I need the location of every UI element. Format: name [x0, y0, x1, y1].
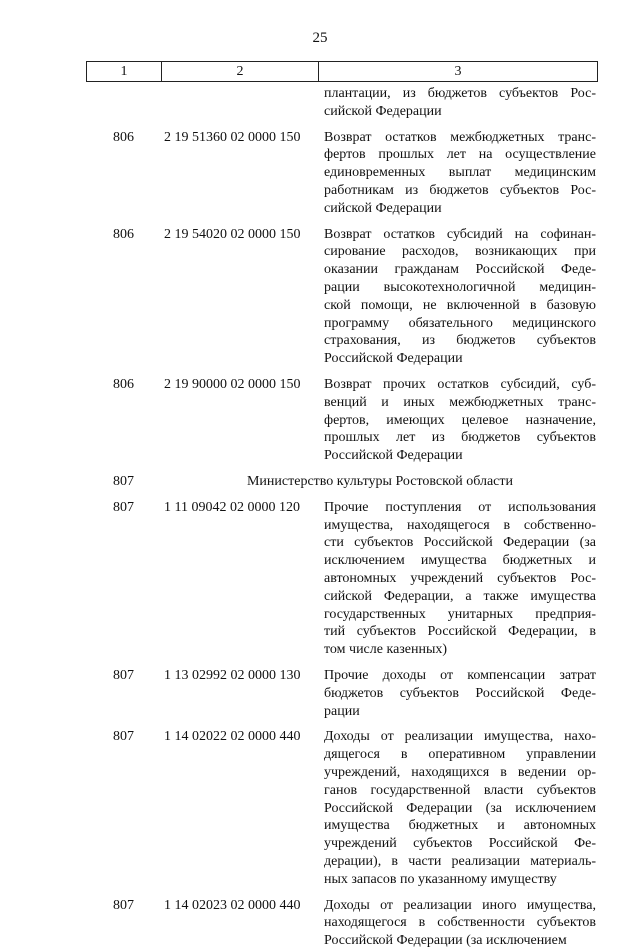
description-line: фертов прошлых лет на осуществление — [324, 147, 596, 163]
admin-code: 807 — [113, 897, 134, 913]
description-line: Прочие доходы от компенсации затрат — [324, 668, 596, 683]
description-line: государственных унитарных предприя- — [324, 606, 596, 622]
description-line: находящегося в собственности субъектов — [324, 915, 596, 931]
budget-classification-code: 2 19 54020 02 0000 150 — [164, 226, 301, 242]
budget-classification-code: 1 14 02023 02 0000 440 — [164, 897, 301, 913]
description-line: Доходы от реализации имущества, нахо- — [324, 729, 596, 745]
description-line: сирование расходов, возникающих при — [324, 244, 596, 260]
revenue-description — [324, 728, 596, 888]
description-line: Российской Федерации — [324, 448, 463, 464]
header-col-2: 2 — [162, 62, 319, 81]
description-line: программу обязательного медицинского — [324, 315, 596, 331]
description-line: Доходы от реализации иного имущества, — [324, 897, 596, 913]
description-line: сийской Федерации, а также имущества — [324, 588, 596, 604]
admin-code: 807 — [113, 474, 134, 489]
description-line: сийской Федерации — [324, 200, 442, 216]
description-line: ганов государственной власти субъектов — [324, 782, 596, 798]
description-line: имущества, находящегося в собственно- — [324, 517, 596, 533]
admin-code: 807 — [113, 499, 134, 515]
description-line: исключением имущества бюджетных и — [324, 553, 596, 569]
budget-classification-code: 1 11 09042 02 0000 120 — [164, 499, 300, 515]
admin-code: 806 — [113, 377, 134, 392]
budget-classification-code: 1 13 02992 02 0000 130 — [164, 668, 301, 683]
description-line: бюджетов субъектов Российской Феде- — [324, 685, 596, 701]
description-line: Российской Федерации (за исключением — [324, 933, 567, 949]
description-line: работникам из бюджетов субъектов Рос- — [324, 182, 596, 198]
budget-classification-code: 1 14 02022 02 0000 440 — [164, 729, 301, 745]
revenue-description — [324, 226, 596, 368]
description-line: ных запасов по указанному имуществу — [324, 871, 557, 887]
description-line: венций и иных межбюджетных транс- — [324, 394, 596, 410]
description-line: фертов, имеющих целевое назначение, — [324, 412, 596, 428]
table-header — [86, 61, 598, 82]
description-line: сийской Федерации — [324, 103, 442, 119]
description-line: рации высокотехнологичной медицин- — [324, 279, 596, 295]
description-line: имущества бюджетных и автономных — [324, 818, 596, 834]
description-line: сти субъектов Российской Федерации (за — [324, 535, 596, 551]
header-col-3: 3 — [454, 64, 462, 79]
description-line: единовременных выплат медицинским — [324, 165, 596, 181]
description-line: оказании гражданам Российской Феде- — [324, 262, 596, 278]
page-number: 25 — [312, 30, 328, 46]
revenue-description — [324, 667, 596, 720]
description-line: страхования, из бюджетов субъектов — [324, 333, 596, 349]
description-line: дящегося в оперативном управлении — [324, 747, 596, 763]
revenue-description — [324, 376, 596, 465]
revenue-description — [324, 499, 596, 659]
description-line: рации — [324, 703, 360, 719]
admin-code: 806 — [113, 226, 134, 242]
admin-code: 807 — [113, 729, 134, 745]
description-line: учреждений, находящихся в ведении ор- — [324, 764, 596, 780]
header-col-1: 1 — [87, 62, 162, 81]
description-line: Возврат прочих остатков субсидий, суб- — [324, 377, 596, 392]
description-line: тий субъектов Российской Федерации, в — [324, 624, 596, 640]
description-line: том числе казенных) — [324, 642, 448, 658]
description-line: плантации, из бюджетов субъектов Рос- — [324, 86, 596, 101]
description-line: Российской Федерации — [324, 351, 463, 367]
description-line: Возврат остатков субсидий на софинан- — [324, 226, 596, 242]
revenue-description — [324, 129, 596, 218]
description-line: ской помощи, не включенной в базовую — [324, 297, 596, 313]
description-line: Прочие поступления от использования — [324, 499, 596, 515]
admin-code: 807 — [113, 668, 134, 683]
description-line: Возврат остатков межбюджетных транс- — [324, 129, 596, 145]
description-line: автономных учреждений субъектов Рос- — [324, 570, 596, 586]
ministry-title: Министерство культуры Ростовской области — [246, 474, 514, 489]
budget-classification-code: 2 19 51360 02 0000 150 — [164, 129, 301, 145]
description-line: учреждений субъектов Российской Фе- — [324, 836, 596, 852]
revenue-description — [324, 85, 596, 121]
description-line: Российской Федерации (за исключением — [324, 800, 596, 816]
description-line: дерации), в части реализации материаль- — [324, 853, 596, 869]
description-line: прошлых лет из бюджетов субъектов — [324, 430, 596, 446]
admin-code: 806 — [113, 129, 134, 145]
budget-classification-code: 2 19 90000 02 0000 150 — [164, 377, 301, 392]
